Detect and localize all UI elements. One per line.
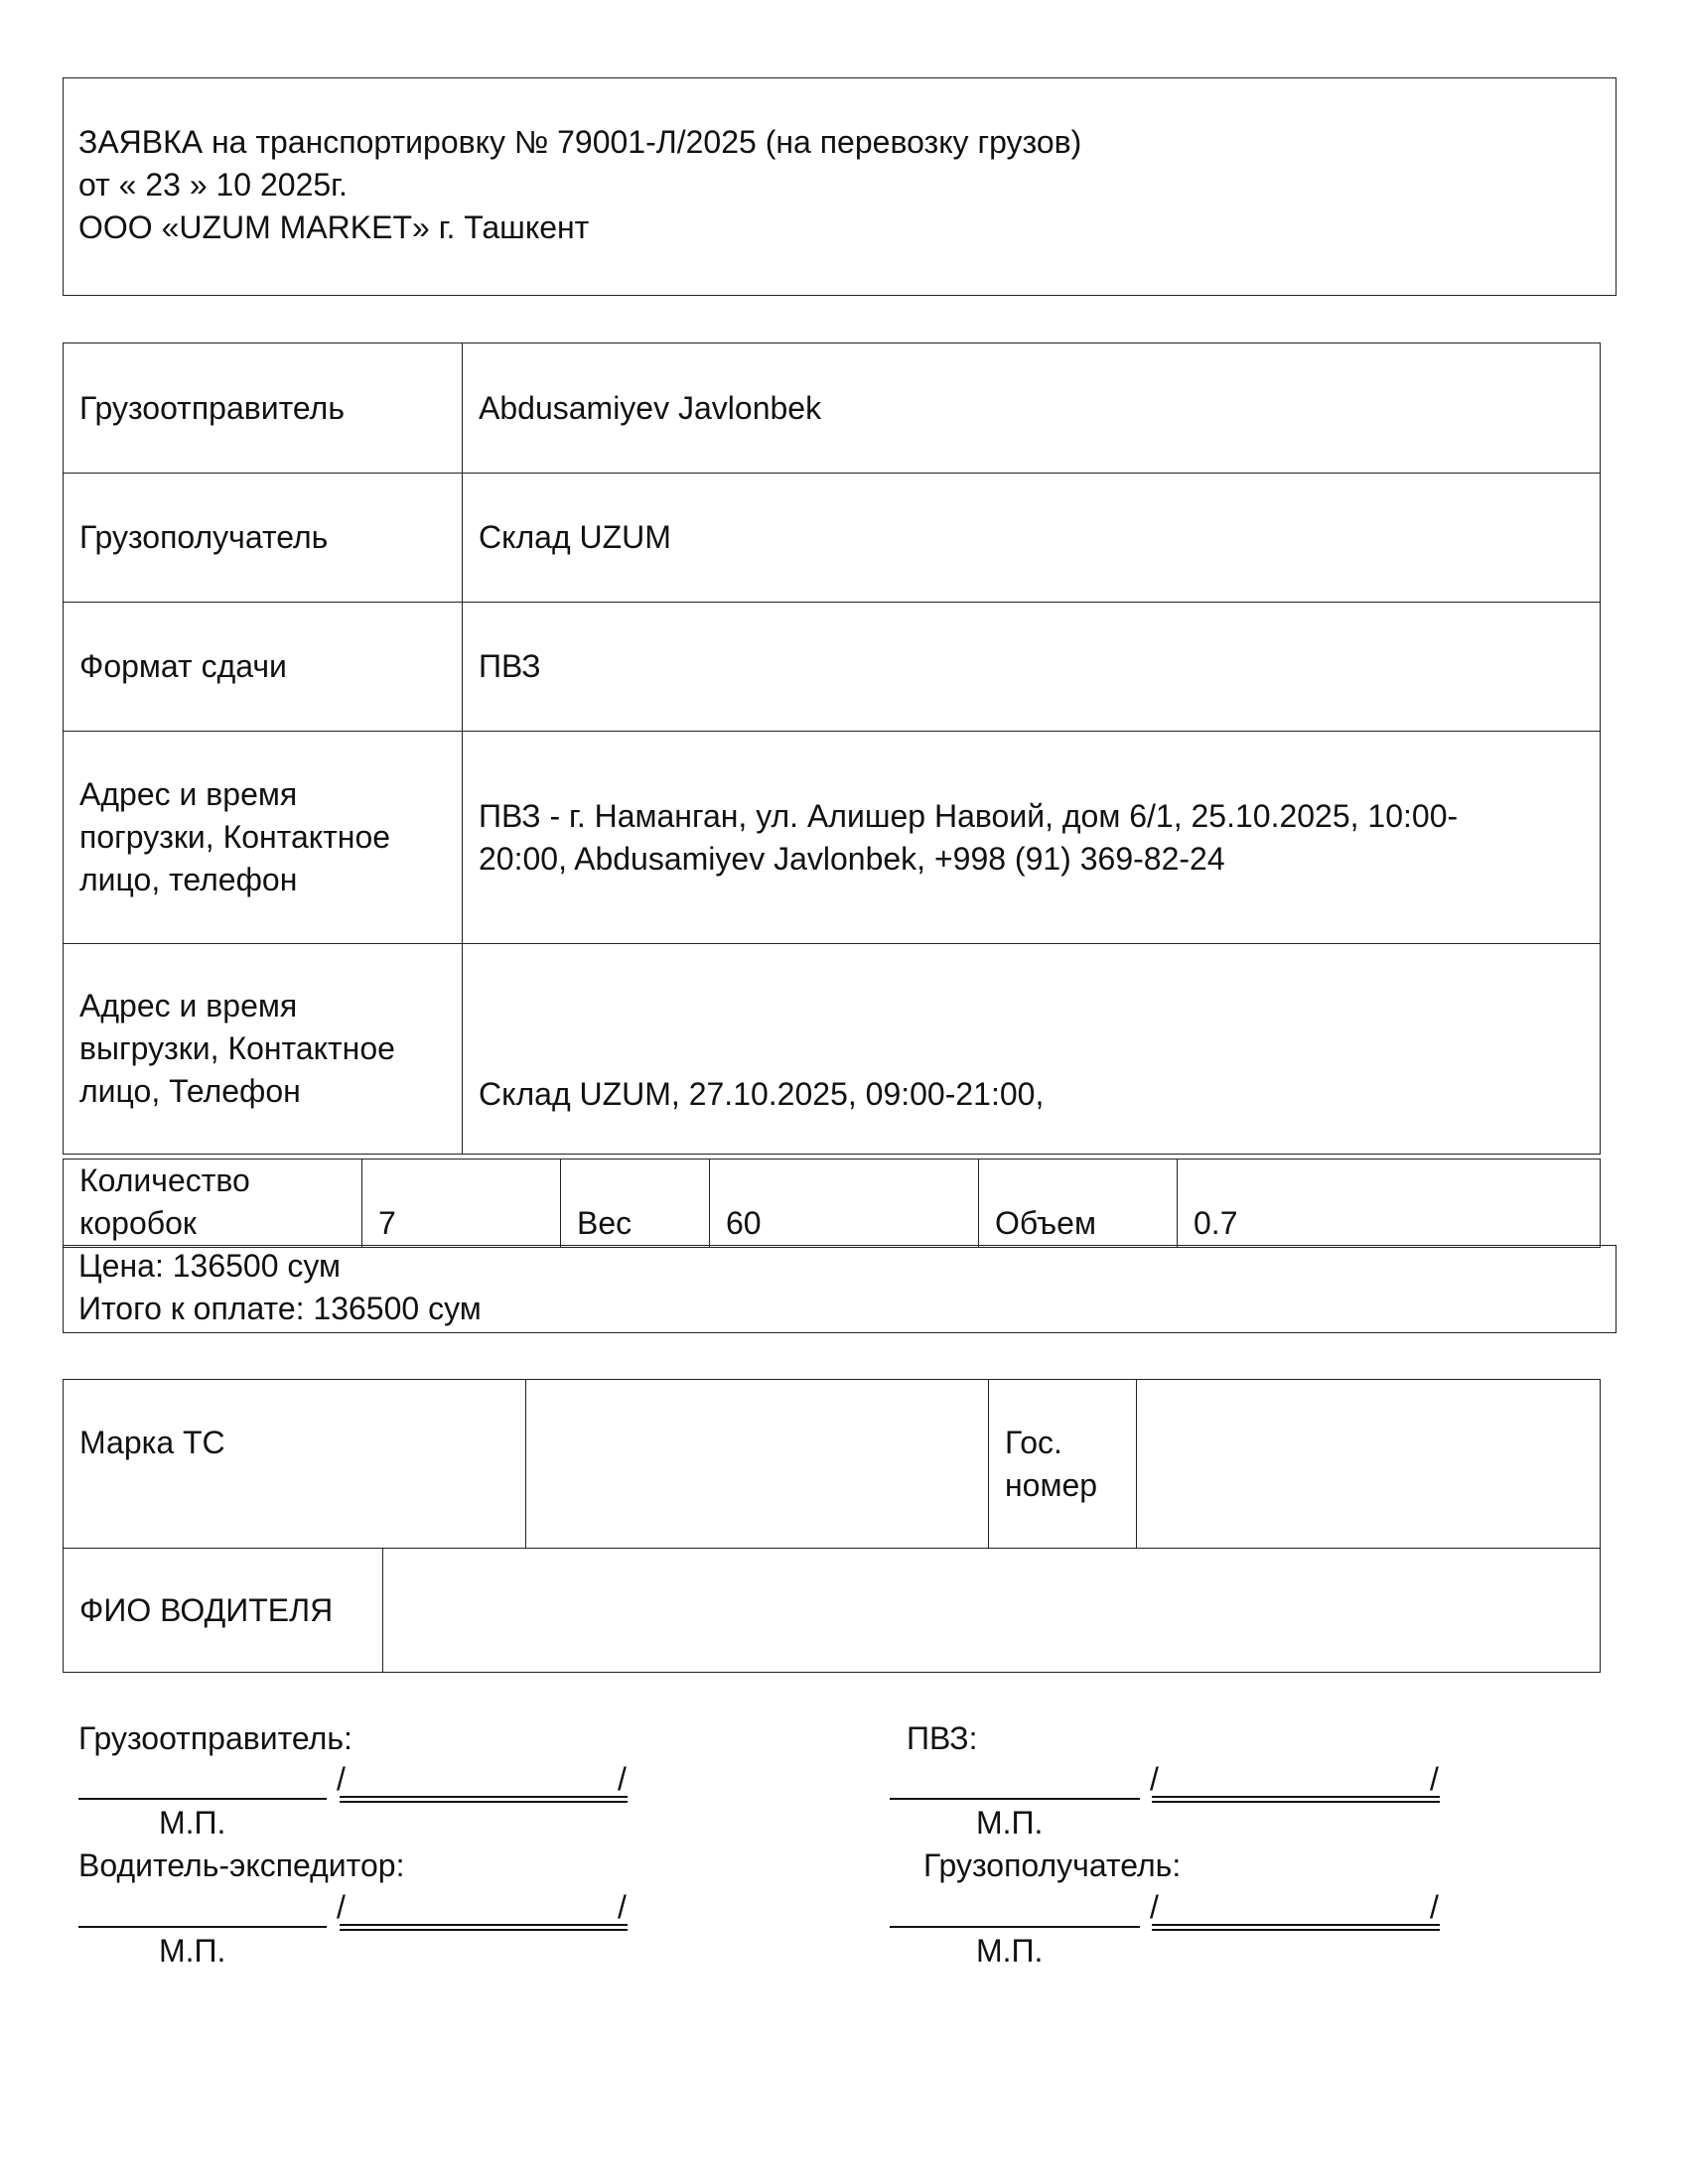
signature-shipper-label: Грузоотправитель: (78, 1720, 352, 1756)
stamp-label: М.П. (159, 1805, 226, 1841)
unloading-address-value: Склад UZUM, 27.10.2025, 09:00-21:00, (463, 944, 1601, 1155)
document-date: от « 23 » 10 2025г. (78, 167, 348, 203)
unloading-address-label-line: лицо, Телефон (79, 1073, 301, 1109)
company-name: ООО «UZUM MARKET» г. Ташкент (78, 209, 590, 245)
loading-address-value-line: ПВЗ - г. Наманган, ул. Алишер Навоий, дом 6/1, 25.10.2025, 10:00- (479, 797, 1459, 834)
boxes-value: 7 (362, 1160, 561, 1248)
driver-name-label: ФИО ВОДИТЕЛЯ (64, 1549, 383, 1673)
unloading-address-label-line: выгрузки, Контактное (79, 1030, 395, 1066)
signature-driver-label: Водитель-экспедитор: (78, 1847, 405, 1883)
plate-number-value (1137, 1380, 1601, 1549)
loading-address-label (64, 732, 463, 944)
loading-address-label-line: Адрес и время (79, 776, 298, 812)
signature-line (890, 1926, 1140, 1928)
cargo-table (63, 342, 1601, 1155)
document-title: ЗАЯВКА на транспортировку № 79001-Л/2025 (на перевозку грузов) (78, 124, 1082, 160)
loading-address-label-line: погрузки, Контактное (79, 819, 391, 855)
signature-consignee-label: Грузополучатель: (923, 1847, 1182, 1883)
vehicle-table (63, 1379, 1601, 1549)
slash-separator: / (618, 1761, 627, 1797)
volume-value: 0.7 (1178, 1160, 1601, 1248)
signature-line (78, 1798, 327, 1800)
signature-name-line (340, 1924, 628, 1931)
total-line: Итого к оплате: 136500 сум (78, 1291, 482, 1326)
stamp-label: М.П. (976, 1933, 1044, 1969)
slash-separator: / (618, 1889, 627, 1925)
unloading-address-label-line: Адрес и время (79, 988, 298, 1024)
slash-separator: / (1150, 1889, 1159, 1925)
price-line: Цена: 136500 сум (78, 1248, 342, 1284)
volume-label: Объем (979, 1160, 1178, 1248)
delivery-format-label: Формат сдачи (64, 603, 463, 732)
boxes-label-line: Количество (79, 1162, 250, 1198)
slash-separator: / (337, 1889, 346, 1925)
driver-table (63, 1548, 1601, 1673)
signature-pickup-point-label: ПВЗ: (907, 1720, 978, 1756)
vehicle-brand-label: Марка ТС (64, 1380, 526, 1549)
boxes-label-line: коробок (79, 1205, 197, 1241)
slash-separator: / (1430, 1761, 1439, 1797)
delivery-format-value: ПВЗ (463, 603, 1601, 732)
shipper-label: Грузоотправитель (64, 343, 463, 474)
quantity-table (63, 1159, 1601, 1248)
signature-name-line (340, 1796, 628, 1803)
vehicle-brand-value (526, 1380, 989, 1549)
plate-number-label-line: Гос. (1005, 1425, 1062, 1460)
plate-number-label-line: номер (1005, 1467, 1098, 1503)
slash-separator: / (1430, 1889, 1439, 1925)
shipper-value: Abdusamiyev Javlonbek (463, 343, 1601, 474)
weight-label: Вес (561, 1160, 710, 1248)
consignee-label: Грузополучатель (64, 474, 463, 603)
slash-separator: / (337, 1761, 346, 1797)
slash-separator: / (1150, 1761, 1159, 1797)
unloading-address-label (64, 944, 463, 1155)
stamp-label: М.П. (159, 1933, 226, 1969)
signature-name-line (1152, 1796, 1440, 1803)
plate-number-label (989, 1380, 1137, 1549)
weight-value: 60 (710, 1160, 979, 1248)
signature-name-line (1152, 1924, 1440, 1931)
driver-name-value (383, 1549, 1601, 1673)
signature-line (890, 1798, 1140, 1800)
loading-address-value-line: 20:00, Abdusamiyev Javlonbek, +998 (91) 369-82-24 (479, 840, 1225, 877)
boxes-label (64, 1160, 362, 1248)
stamp-label: М.П. (976, 1805, 1044, 1841)
signature-line (78, 1926, 327, 1928)
loading-address-value (463, 732, 1601, 944)
consignee-value: Склад UZUM (463, 474, 1601, 603)
loading-address-label-line: лицо, телефон (79, 862, 298, 897)
